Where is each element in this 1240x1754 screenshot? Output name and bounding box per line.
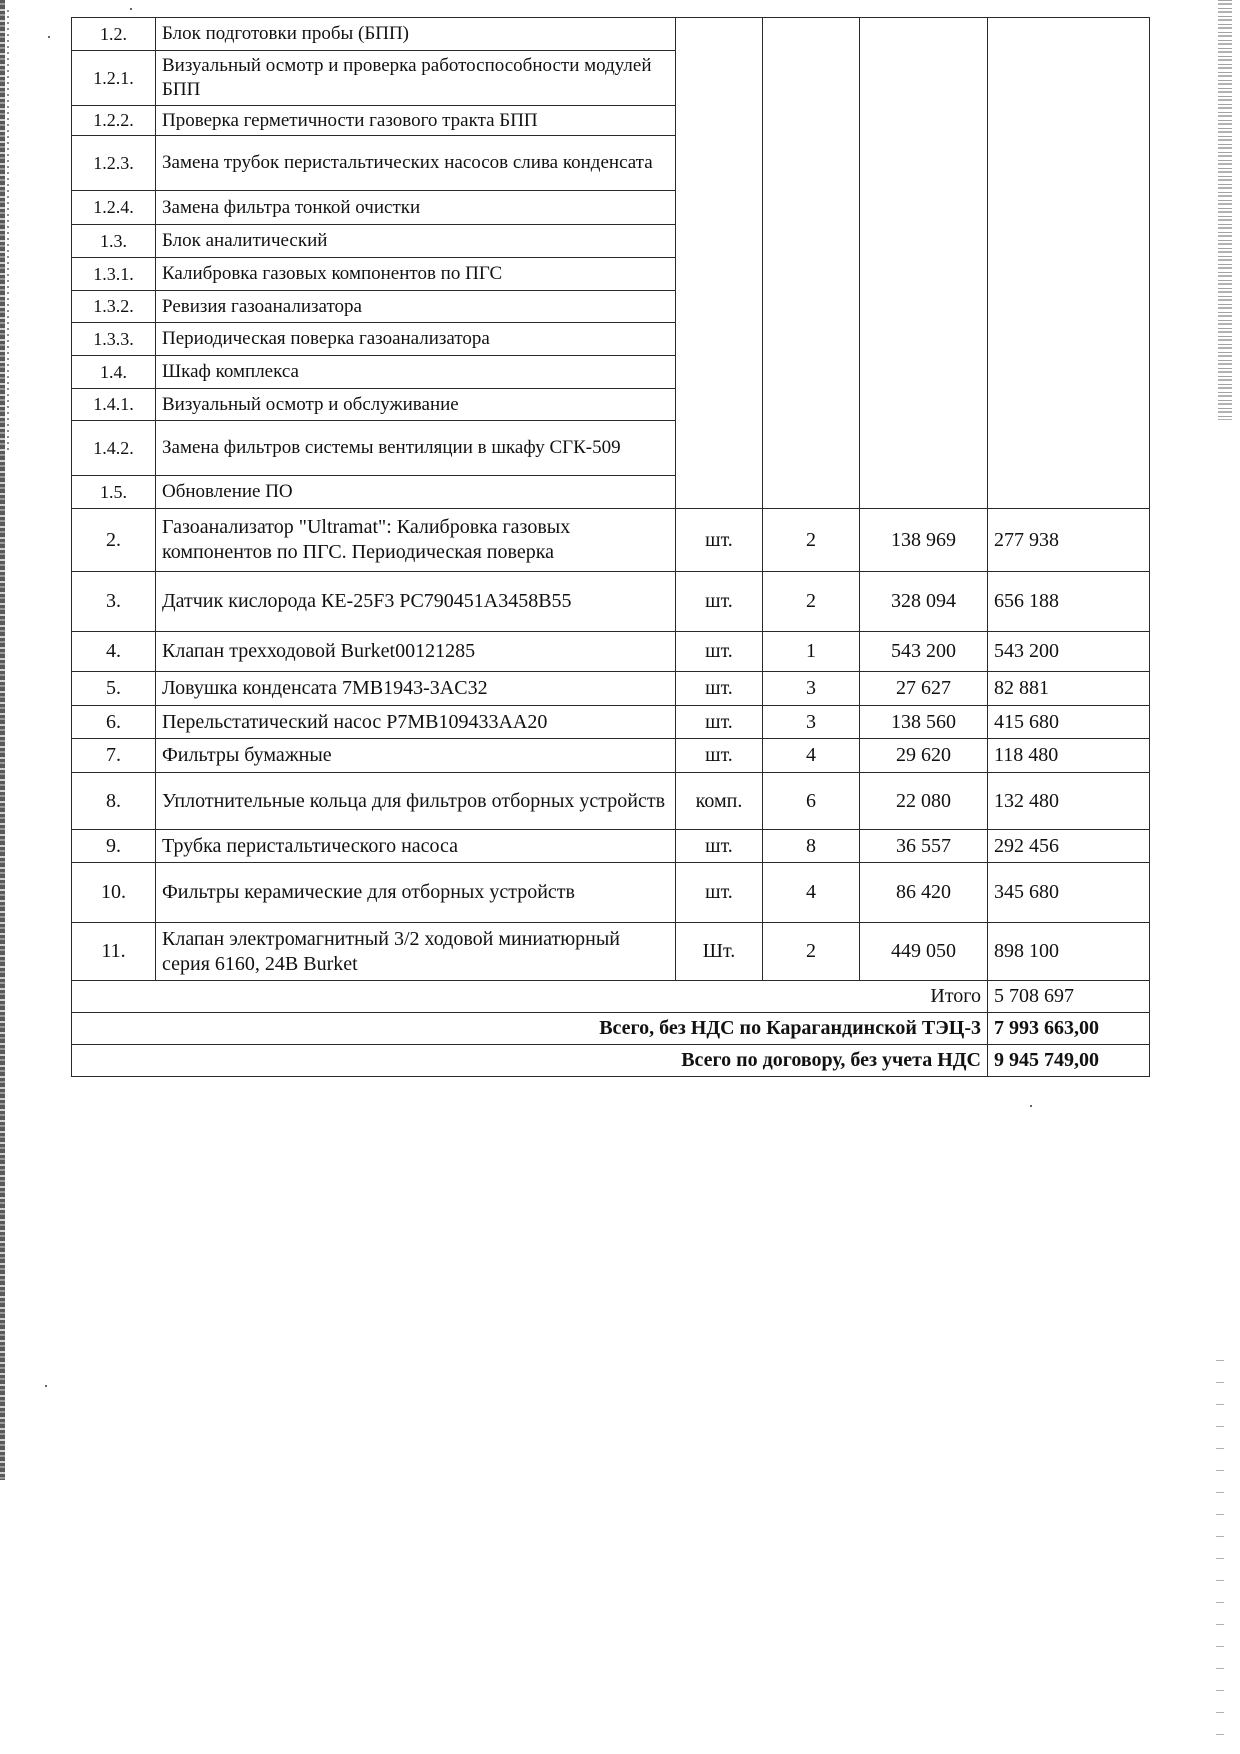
row-name: Шкаф комплекса — [156, 356, 676, 389]
subtotal-value: 5 708 697 — [988, 981, 1150, 1013]
blank-cell — [988, 18, 1150, 509]
row-price: 36 557 — [860, 830, 988, 863]
row-number: 1.2.2. — [72, 106, 156, 136]
row-unit: Шт. — [676, 923, 763, 981]
row-number: 1.2. — [72, 18, 156, 51]
row-sum: 118 480 — [988, 739, 1150, 773]
table-row — [72, 923, 1150, 981]
row-quantity: 3 — [763, 672, 860, 706]
row-number: 2. — [72, 509, 156, 572]
row-name: Ловушка конденсата 7MB1943-3AC32 — [156, 672, 676, 706]
row-quantity: 2 — [763, 923, 860, 981]
row-number: 1.4. — [72, 356, 156, 389]
row-price: 86 420 — [860, 863, 988, 923]
row-price: 138 560 — [860, 706, 988, 739]
table-row — [72, 18, 1150, 51]
row-price: 29 620 — [860, 739, 988, 773]
row-sum: 898 100 — [988, 923, 1150, 981]
row-unit: шт. — [676, 863, 763, 923]
table-row — [72, 773, 1150, 830]
row-name: Блок аналитический — [156, 225, 676, 258]
row-name: Блок подготовки пробы (БПП) — [156, 18, 676, 51]
subtotal-row — [72, 981, 1150, 1013]
estimate-table — [71, 17, 1150, 1077]
row-price: 543 200 — [860, 632, 988, 672]
row-number: 8. — [72, 773, 156, 830]
blank-cell — [676, 18, 763, 509]
row-name: Периодическая поверка газоанализатора — [156, 323, 676, 356]
row-number: 1.2.1. — [72, 51, 156, 106]
row-name: Проверка герметичности газового тракта БПП — [156, 106, 676, 136]
table-row — [72, 706, 1150, 739]
scan-left-edge — [0, 0, 5, 1480]
row-name: Уплотнительные кольца для фильтров отборных устройств — [156, 773, 676, 830]
row-quantity: 3 — [763, 706, 860, 739]
row-number: 11. — [72, 923, 156, 981]
row-quantity: 2 — [763, 509, 860, 572]
blank-cell — [763, 18, 860, 509]
row-name: Калибровка газовых компонентов по ПГС — [156, 258, 676, 291]
row-name: Замена фильтров системы вентиляции в шкафу СГК-509 — [156, 421, 676, 476]
row-quantity: 1 — [763, 632, 860, 672]
contract-total-row — [72, 1045, 1150, 1077]
row-quantity: 4 — [763, 863, 860, 923]
row-sum: 345 680 — [988, 863, 1150, 923]
table-row — [72, 830, 1150, 863]
row-sum: 292 456 — [988, 830, 1150, 863]
row-number: 6. — [72, 706, 156, 739]
row-name: Ревизия газоанализатора — [156, 291, 676, 323]
row-unit: шт. — [676, 632, 763, 672]
table-row — [72, 509, 1150, 572]
row-quantity: 4 — [763, 739, 860, 773]
row-name: Датчик кислорода КЕ-25F3 PC790451A3458B55 — [156, 572, 676, 632]
table-row — [72, 739, 1150, 773]
row-number: 1.3.2. — [72, 291, 156, 323]
row-price: 449 050 — [860, 923, 988, 981]
scan-right-edge — [1218, 0, 1232, 420]
row-name: Визуальный осмотр и обслуживание — [156, 389, 676, 421]
row-number: 7. — [72, 739, 156, 773]
row-number: 1.2.4. — [72, 191, 156, 225]
row-price: 138 969 — [860, 509, 988, 572]
scan-speck — [45, 1385, 47, 1387]
contract-total-label: Всего по договору, без учета НДС — [72, 1045, 988, 1077]
row-quantity: 8 — [763, 830, 860, 863]
row-number: 10. — [72, 863, 156, 923]
row-number: 9. — [72, 830, 156, 863]
row-number: 1.4.2. — [72, 421, 156, 476]
row-number: 4. — [72, 632, 156, 672]
row-number: 1.4.1. — [72, 389, 156, 421]
row-sum: 543 200 — [988, 632, 1150, 672]
row-unit: комп. — [676, 773, 763, 830]
row-number: 1.3.3. — [72, 323, 156, 356]
row-unit: шт. — [676, 509, 763, 572]
scan-right-edge-marks — [1216, 1360, 1224, 1740]
row-name: Газоанализатор "Ultramat": Калибровка газовых компонентов по ПГС. Периодическая поверка — [156, 509, 676, 572]
row-sum: 656 188 — [988, 572, 1150, 632]
row-price: 22 080 — [860, 773, 988, 830]
row-number: 1.2.3. — [72, 136, 156, 191]
row-sum: 277 938 — [988, 509, 1150, 572]
row-name: Трубка перистальтического насоса — [156, 830, 676, 863]
row-name: Фильтры бумажные — [156, 739, 676, 773]
row-sum: 82 881 — [988, 672, 1150, 706]
plant-total-value: 7 993 663,00 — [988, 1013, 1150, 1045]
row-name: Замена трубок перистальтических насосов слива конденсата — [156, 136, 676, 191]
row-name: Перельстатический насос P7MB109433AA20 — [156, 706, 676, 739]
row-name: Визуальный осмотр и проверка работоспособности модулей БПП — [156, 51, 676, 106]
blank-cell — [860, 18, 988, 509]
scan-left-edge-dots — [7, 10, 9, 450]
table-row — [72, 572, 1150, 632]
row-unit: шт. — [676, 706, 763, 739]
row-name: Обновление ПО — [156, 476, 676, 509]
scan-speck — [130, 8, 132, 10]
row-sum: 415 680 — [988, 706, 1150, 739]
row-name: Клапан электромагнитный 3/2 ходовой миниатюрный серия 6160, 24В Burket — [156, 923, 676, 981]
plant-total-label: Всего, без НДС по Карагандинской ТЭЦ-3 — [72, 1013, 988, 1045]
scan-speck — [1030, 1105, 1032, 1107]
row-price: 27 627 — [860, 672, 988, 706]
row-unit: шт. — [676, 739, 763, 773]
row-sum: 132 480 — [988, 773, 1150, 830]
row-price: 328 094 — [860, 572, 988, 632]
table-row — [72, 632, 1150, 672]
row-unit: шт. — [676, 572, 763, 632]
scan-speck — [48, 36, 50, 38]
row-name: Фильтры керамические для отборных устройств — [156, 863, 676, 923]
plant-total-row — [72, 1013, 1150, 1045]
row-quantity: 6 — [763, 773, 860, 830]
estimate-table-body — [72, 18, 1150, 1077]
row-name: Клапан трехходовой Burket00121285 — [156, 632, 676, 672]
row-unit: шт. — [676, 830, 763, 863]
row-number: 3. — [72, 572, 156, 632]
row-unit: шт. — [676, 672, 763, 706]
table-row — [72, 863, 1150, 923]
table-row — [72, 672, 1150, 706]
subtotal-label: Итого — [72, 981, 988, 1013]
contract-total-value: 9 945 749,00 — [988, 1045, 1150, 1077]
row-number: 5. — [72, 672, 156, 706]
row-quantity: 2 — [763, 572, 860, 632]
row-number: 1.3. — [72, 225, 156, 258]
row-number: 1.5. — [72, 476, 156, 509]
row-number: 1.3.1. — [72, 258, 156, 291]
row-name: Замена фильтра тонкой очистки — [156, 191, 676, 225]
